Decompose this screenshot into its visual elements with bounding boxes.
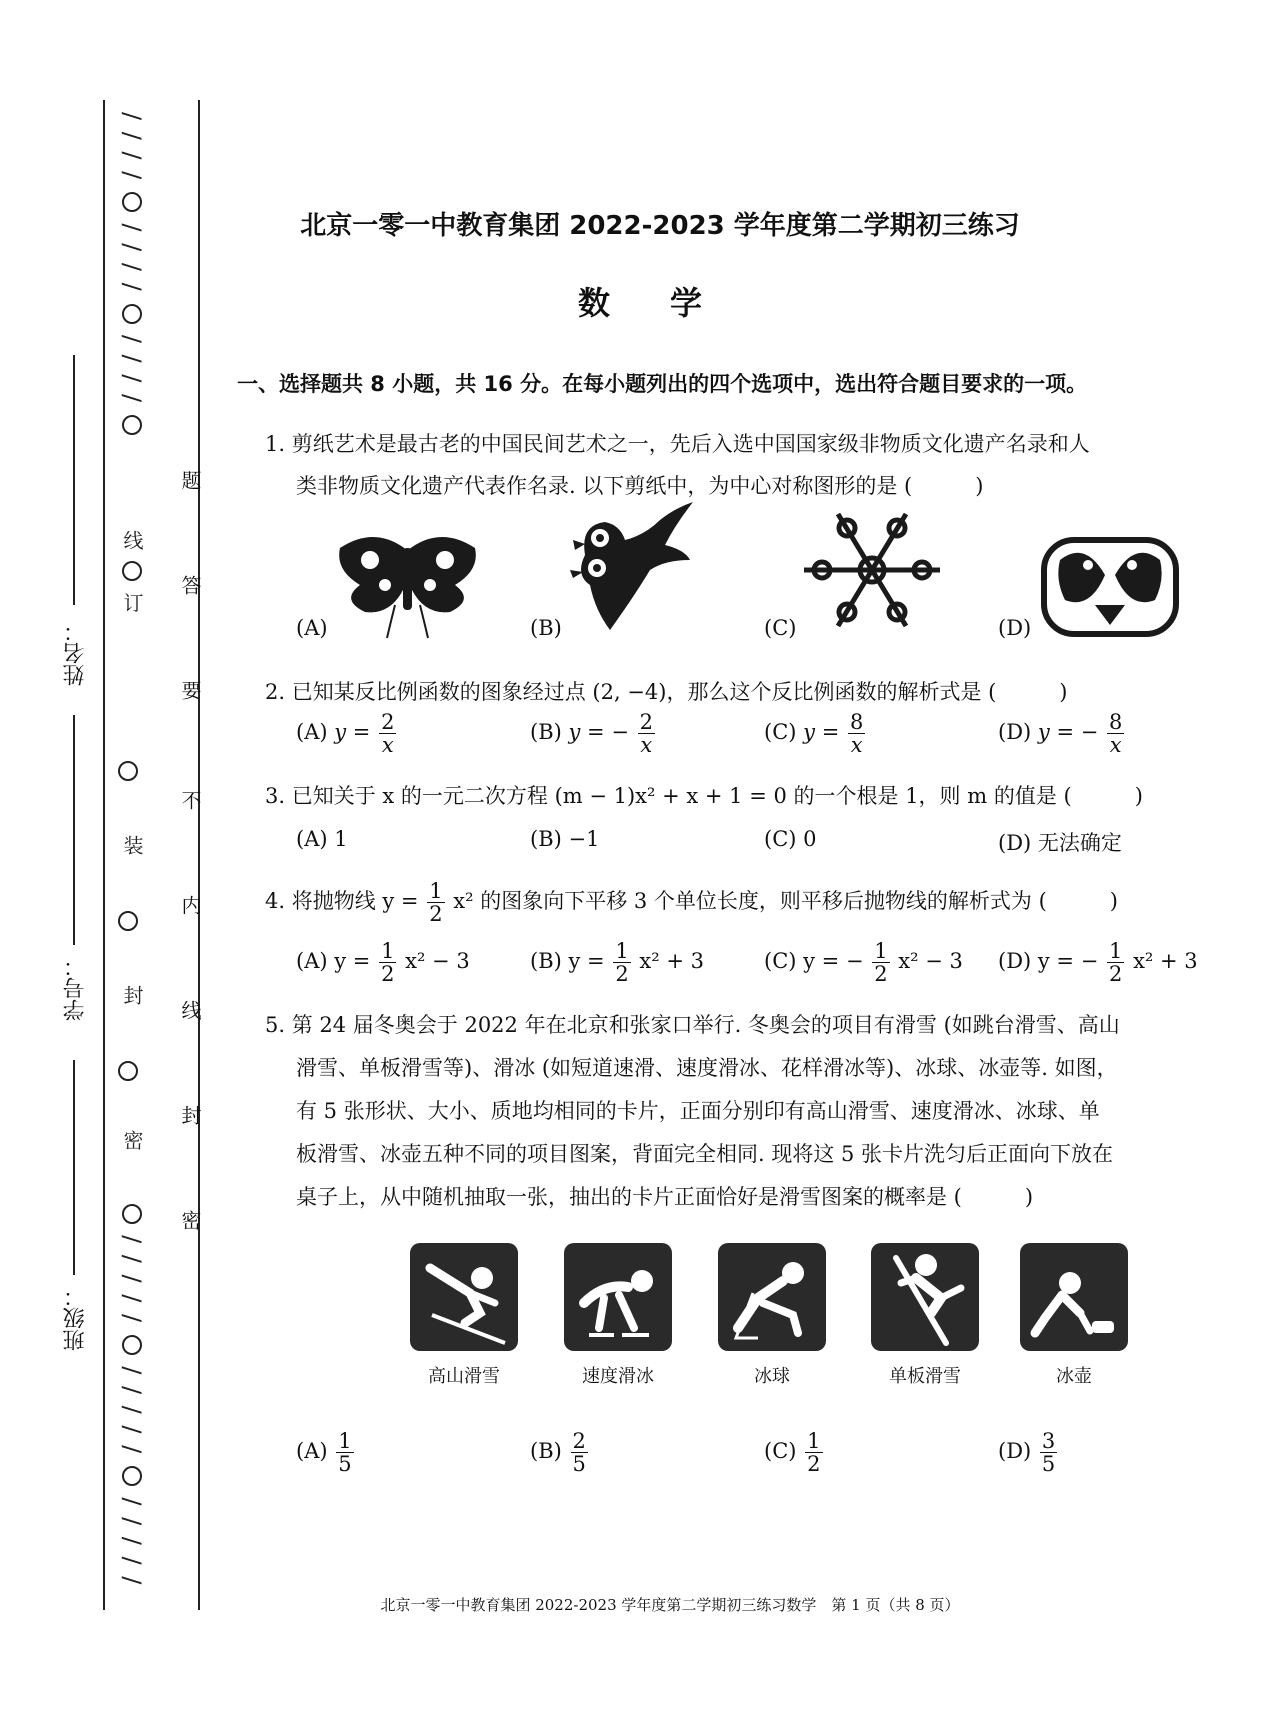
seal-circle bbox=[118, 755, 138, 787]
circle-mark bbox=[122, 1466, 142, 1486]
seal-char-mi bbox=[118, 1130, 147, 1150]
denominator: 2 bbox=[615, 962, 629, 987]
fraction bbox=[379, 711, 396, 756]
fraction bbox=[848, 711, 865, 756]
slash-run: / / / / / bbox=[118, 1497, 146, 1587]
seal-circle bbox=[118, 1055, 138, 1087]
q5-option-d[interactable] bbox=[998, 1430, 1059, 1475]
q2-option-c[interactable] bbox=[764, 711, 867, 756]
notice-char: 内 bbox=[178, 895, 202, 915]
speed-skating-icon bbox=[564, 1243, 672, 1351]
circle-mark bbox=[118, 761, 138, 781]
circle-mark bbox=[122, 1335, 142, 1355]
slash-run: / / / / bbox=[118, 334, 146, 405]
notice-char: 不 bbox=[178, 790, 202, 810]
circle-mark bbox=[122, 1204, 142, 1224]
numerator: 8 bbox=[849, 710, 864, 734]
seal-char: 线 bbox=[120, 530, 144, 550]
denominator: 2 bbox=[807, 1452, 821, 1477]
expression: y = bbox=[334, 720, 371, 745]
seal-line-column-mid bbox=[118, 530, 147, 612]
ice-hockey-icon bbox=[718, 1243, 826, 1351]
student-id-label: 学号： bbox=[63, 955, 88, 1021]
fraction bbox=[805, 1430, 822, 1475]
q3-option-a[interactable]: (A) 1 bbox=[296, 827, 348, 851]
numerator: 1 bbox=[338, 1429, 352, 1453]
snowboard-icon bbox=[871, 1243, 979, 1351]
expression: y = bbox=[803, 720, 840, 745]
expression: y = − bbox=[1037, 720, 1099, 745]
page-footer: 北京一零一中教育集团 2022-2023 学年度第二学期初三练习数学 第 1 页（共 8 页） bbox=[380, 1596, 960, 1614]
numerator: 1 bbox=[429, 879, 443, 903]
q2-option-d[interactable] bbox=[998, 711, 1126, 756]
notice-char: 线 bbox=[178, 1000, 202, 1020]
fraction bbox=[336, 1430, 353, 1475]
fraction bbox=[638, 711, 655, 756]
margin-line-outer bbox=[103, 100, 105, 1610]
fraction bbox=[379, 940, 396, 985]
q3-option-d[interactable]: (D) 无法确定 bbox=[998, 831, 1122, 855]
question-5-line2: 滑雪、单板滑雪等)、滑冰 (如短道速滑、速度滑冰、花样滑冰等)、冰球、冰壶等. 如图， bbox=[296, 1056, 1118, 1080]
notice-column bbox=[176, 470, 206, 1230]
name-label: 姓名： bbox=[63, 620, 88, 686]
class-label: 班级： bbox=[63, 1285, 88, 1351]
denominator: 2 bbox=[1109, 962, 1123, 987]
exam-title: 北京一零一中教育集团 2022-2023 学年度第二学期初三练习 bbox=[300, 211, 1020, 241]
notice-char: 题 bbox=[178, 470, 202, 490]
denominator: x bbox=[381, 733, 394, 758]
expression: y = − bbox=[568, 720, 629, 745]
q3-option-b[interactable]: (B) −1 bbox=[530, 827, 600, 851]
notice-char: 要 bbox=[178, 680, 202, 700]
circle-mark bbox=[122, 415, 142, 435]
option-label: (B) y = bbox=[530, 949, 605, 974]
q2-option-a[interactable] bbox=[296, 711, 398, 756]
notice-char: 封 bbox=[178, 1105, 202, 1125]
card-label: 高山滑雪 bbox=[428, 1366, 500, 1387]
numerator: 2 bbox=[639, 710, 653, 734]
q1-option-b[interactable]: (B) bbox=[530, 616, 562, 640]
numerator: 2 bbox=[572, 1429, 586, 1453]
numerator: 1 bbox=[807, 1429, 821, 1453]
numerator: 1 bbox=[1109, 939, 1123, 963]
swallow-papercut-icon bbox=[565, 500, 695, 635]
q3-option-c[interactable]: (C) 0 bbox=[764, 827, 817, 851]
q1-option-c[interactable]: (C) bbox=[764, 616, 797, 640]
snowflake-papercut-icon bbox=[800, 510, 945, 630]
seal-line-column bbox=[118, 112, 146, 441]
speed-skating-card bbox=[564, 1243, 672, 1351]
section-heading: 一、选择题共 8 小题，共 16 分。在每小题列出的四个选项中，选出符合题目要求的一项。 bbox=[237, 372, 1088, 396]
option-label: (B) bbox=[530, 720, 562, 745]
q4-option-d[interactable] bbox=[998, 940, 1198, 985]
student-id-field-line[interactable] bbox=[73, 715, 75, 945]
seal-char-feng bbox=[118, 985, 147, 1005]
q5-option-a[interactable] bbox=[296, 1430, 356, 1475]
fraction bbox=[427, 880, 444, 925]
circle-mark bbox=[118, 911, 138, 931]
option-label: (D) bbox=[998, 1439, 1032, 1464]
numerator: 2 bbox=[381, 710, 395, 734]
alpine-skiing-card bbox=[410, 1243, 518, 1351]
option-label: (C) bbox=[764, 1439, 797, 1464]
q4-option-b[interactable] bbox=[530, 940, 704, 985]
curling-icon bbox=[1020, 1243, 1128, 1351]
curling-card bbox=[1020, 1243, 1128, 1351]
q4-option-a[interactable] bbox=[296, 940, 470, 985]
question-5-line3: 有 5 张形状、大小、质地均相同的卡片，正面分别印有高山滑雪、速度滑冰、冰球、单 bbox=[296, 1099, 1100, 1123]
question-4-stem bbox=[265, 880, 1118, 925]
option-label: (A) y = bbox=[296, 949, 371, 974]
question-3-stem: 3. 已知关于 x 的一元二次方程 (m − 1)x² + x + 1 = 0 的一个根是 1，则 m 的值是 ( ) bbox=[265, 784, 1143, 808]
denominator: 2 bbox=[381, 962, 395, 987]
question-5-line1: 5. 第 24 届冬奥会于 2022 年在北京和张家口举行. 冬奥会的项目有滑雪 (如跳台滑雪、高山 bbox=[265, 1013, 1120, 1037]
denominator: x bbox=[1109, 733, 1122, 758]
denominator: 2 bbox=[874, 962, 888, 987]
question-5-line5: 桌子上，从中随机抽取一张，抽出的卡片正面恰好是滑雪图案的概率是 ( ) bbox=[296, 1185, 1034, 1209]
seal-char: 密 bbox=[120, 1130, 144, 1150]
name-field-line[interactable] bbox=[73, 355, 75, 605]
stem-text: x² 的图象向下平移 3 个单位长度，则平移后抛物线的解析式为 ( ) bbox=[453, 889, 1118, 914]
slash-run: / / / / / bbox=[118, 1366, 146, 1456]
question-1-line1: 1. 剪纸艺术是最古老的中国民间艺术之一，先后入选中国国家级非物质文化遗产名录和人 bbox=[265, 432, 1090, 456]
fraction bbox=[1107, 711, 1124, 756]
expression: x² + 3 bbox=[1133, 949, 1198, 974]
q5-option-b[interactable] bbox=[530, 1430, 590, 1475]
denominator: 5 bbox=[338, 1452, 352, 1477]
seal-line-column-bottom bbox=[118, 1198, 146, 1586]
option-label: (B) bbox=[530, 1439, 562, 1464]
alpine-skiing-icon bbox=[410, 1243, 518, 1351]
snowboard-card bbox=[871, 1243, 979, 1351]
question-2-stem: 2. 已知某反比例函数的图象经过点 (2, −4)，那么这个反比例函数的解析式是 ( ) bbox=[265, 680, 1068, 704]
card-label: 冰壶 bbox=[1056, 1366, 1092, 1387]
seal-char: 装 bbox=[120, 835, 144, 855]
butterfly-papercut-icon bbox=[335, 530, 480, 640]
card-label: 速度滑冰 bbox=[582, 1366, 654, 1387]
fraction bbox=[613, 940, 630, 985]
q1-option-a[interactable]: (A) bbox=[296, 616, 328, 640]
denominator: 5 bbox=[572, 1452, 586, 1477]
card-label: 单板滑雪 bbox=[889, 1366, 961, 1387]
expression: x² + 3 bbox=[639, 949, 704, 974]
fraction bbox=[1107, 940, 1124, 985]
circle-mark bbox=[122, 561, 142, 581]
numerator: 3 bbox=[1041, 1429, 1056, 1453]
slash-run: / / / / bbox=[118, 223, 146, 293]
seal-char: 订 bbox=[120, 592, 144, 613]
seal-char-zhuang bbox=[118, 835, 147, 855]
q2-option-b[interactable] bbox=[530, 711, 657, 756]
denominator: 5 bbox=[1041, 1452, 1056, 1477]
card-label: 冰球 bbox=[754, 1366, 790, 1387]
subject-title: 数学 bbox=[577, 284, 762, 322]
denominator: x bbox=[850, 733, 863, 758]
fraction bbox=[872, 940, 889, 985]
expression: x² − 3 bbox=[898, 949, 963, 974]
class-field-line[interactable] bbox=[73, 1060, 75, 1275]
seal-char: 封 bbox=[120, 985, 144, 1005]
notice-char: 答 bbox=[178, 575, 202, 595]
numerator: 8 bbox=[1109, 710, 1123, 734]
question-1-line2: 类非物质文化遗产代表作名录. 以下剪纸中，为中心对称图形的是 ( ) bbox=[296, 474, 984, 498]
q1-option-d[interactable]: (D) bbox=[998, 616, 1032, 640]
expression: x² − 3 bbox=[405, 949, 470, 974]
question-5-line4: 板滑雪、冰壶五种不同的项目图案，背面完全相同. 现将这 5 张卡片洗匀后正面向下放在 bbox=[296, 1142, 1114, 1166]
numerator: 1 bbox=[381, 939, 395, 963]
circle-mark bbox=[118, 1061, 138, 1081]
seal-circle bbox=[118, 905, 138, 937]
ice-hockey-card bbox=[718, 1243, 826, 1351]
denominator: 2 bbox=[429, 902, 443, 927]
stem-text: 4. 将抛物线 y = bbox=[265, 889, 419, 914]
option-label: (D) bbox=[998, 720, 1032, 745]
fraction bbox=[571, 1430, 588, 1475]
notice-char: 密 bbox=[178, 1210, 202, 1230]
option-label: (D) y = − bbox=[998, 949, 1099, 974]
q4-option-c[interactable] bbox=[764, 940, 963, 985]
option-label: (C) bbox=[764, 720, 797, 745]
fish-papercut-icon bbox=[1040, 530, 1180, 640]
slash-run: / / / / / bbox=[118, 1235, 146, 1325]
q5-option-c[interactable] bbox=[764, 1430, 825, 1475]
numerator: 1 bbox=[615, 939, 629, 963]
option-label: (C) y = − bbox=[764, 949, 864, 974]
slash-run: / / / / bbox=[118, 112, 146, 182]
fraction bbox=[1040, 1430, 1057, 1475]
option-label: (A) bbox=[296, 720, 328, 745]
option-label: (A) bbox=[296, 1439, 328, 1464]
denominator: x bbox=[640, 733, 653, 758]
numerator: 1 bbox=[874, 939, 888, 963]
